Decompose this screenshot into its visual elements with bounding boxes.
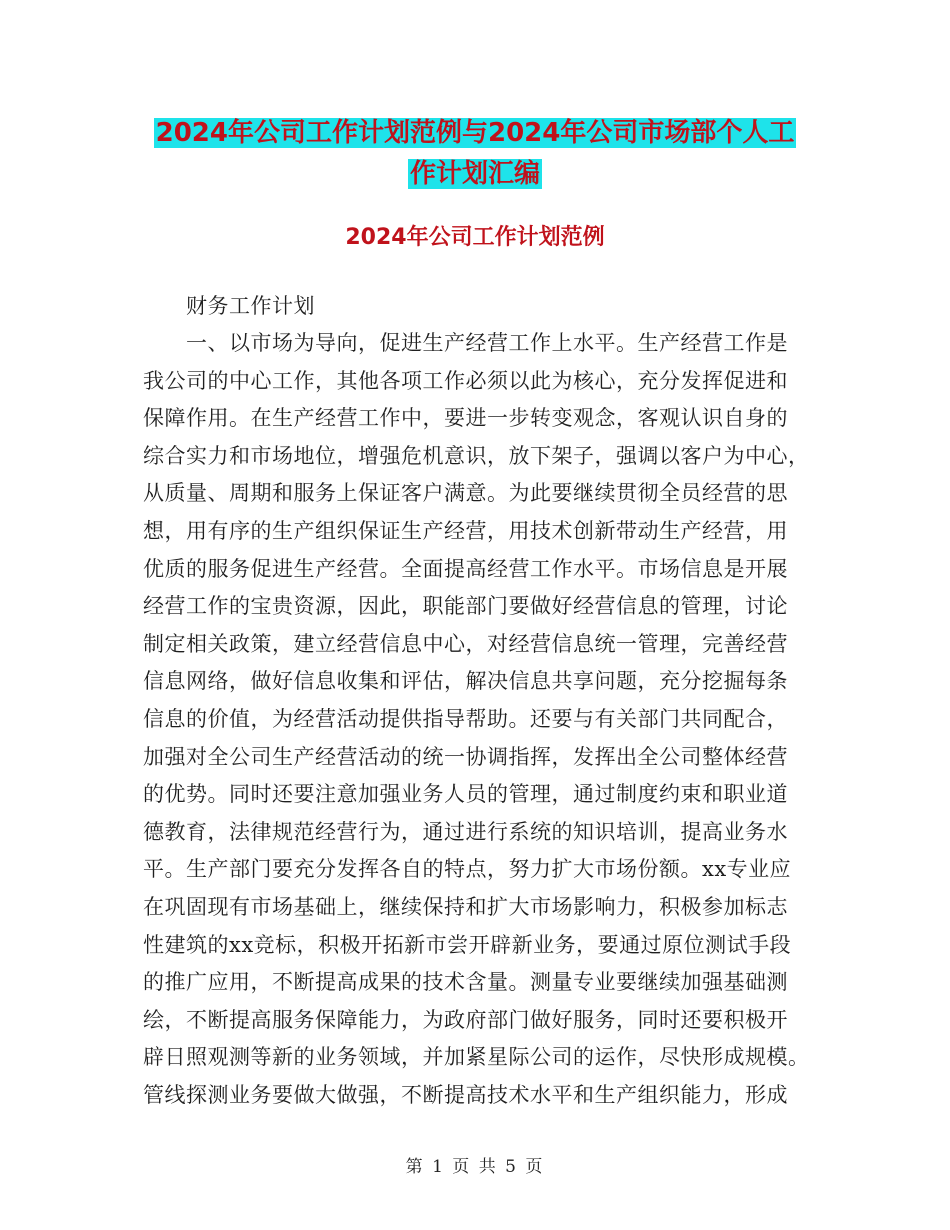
paragraph-line: 辟日照观测等新的业务领域，并加紧星际公司的运作，尽快形成规模。 (143, 1045, 810, 1070)
sub-heading-text: 财务工作计划 (186, 294, 315, 318)
title-highlight: 2024年公司工作计划范例与2024年公司市场部个人工 (155, 118, 795, 148)
paragraph-line: 我公司的中心工作，其他各项工作必须以此为核心，充分发挥促进和 (143, 368, 788, 393)
title-highlight: 作计划汇编 (409, 159, 540, 189)
paragraph-line: 绘，不断提高服务保障能力，为政府部门做好服务，同时还要积极开 (143, 1007, 788, 1032)
paragraph-line: 的优势。同时还要注意加强业务人员的管理，通过制度约束和职业道 (143, 782, 788, 807)
paragraph-line: 想，用有序的生产组织保证生产经营，用技术创新带动生产经营，用 (143, 518, 788, 543)
paragraph-line: 经营工作的宝贵资源，因此，职能部门要做好经营信息的管理，讨论 (143, 594, 788, 619)
paragraph-line: 德教育，法律规范经营行为，通过进行系统的知识培训，提高业务水 (143, 819, 788, 844)
document-title-line-1 (0, 110, 950, 156)
paragraph-line: 管线探测业务要做大做强，不断提高技术水平和生产组织能力，形成 (143, 1082, 788, 1107)
section-title: 2024年公司工作计划范例 (345, 225, 605, 250)
sub-heading (143, 288, 803, 326)
paragraph-line: 优质的服务促进生产经营。全面提高经营工作水平。市场信息是开展 (143, 556, 788, 581)
page-footer: 第 1 页 共 5 页 (405, 1157, 545, 1177)
paragraph-line: 制定相关政策，建立经营信息中心，对经营信息统一管理，完善经营 (143, 631, 788, 656)
paragraph-line: 在巩固现有市场基础上，继续保持和扩大市场影响力，积极参加标志 (143, 894, 788, 919)
paragraph-line: 保障作用。在生产经营工作中，要进一步转变观念，客观认识自身的 (143, 406, 788, 431)
body-paragraph (143, 325, 810, 1114)
document-title-line-2 (0, 151, 950, 197)
paragraph-line: 信息的价值，为经营活动提供指导帮助。还要与有关部门共同配合， (143, 706, 788, 731)
paragraph-line: 加强对全公司生产经营活动的统一协调指挥，发挥出全公司整体经营 (143, 744, 788, 769)
paragraph-line: 信息网络，做好信息收集和评估，解决信息共享问题，充分挖掘每条 (143, 669, 788, 694)
paragraph-line: 平。生产部门要充分发挥各自的特点，努力扩大市场份额。xx专业应 (143, 857, 792, 882)
paragraph-line: 一、以市场为导向，促进生产经营工作上水平。生产经营工作是 (186, 331, 788, 355)
paragraph-line: 从质量、周期和服务上保证客户满意。为此要继续贯彻全员经营的思 (143, 481, 788, 506)
paragraph-line: 综合实力和市场地位，增强危机意识，放下架子，强调以客户为中心， (143, 443, 810, 468)
paragraph-line: 性建筑的xx竞标，积极开拓新市尝开辟新业务，要通过原位测试手段 (143, 932, 792, 957)
paragraph-line: 的推广应用，不断提高成果的技术含量。测量专业要继续加强基础测 (143, 970, 788, 995)
